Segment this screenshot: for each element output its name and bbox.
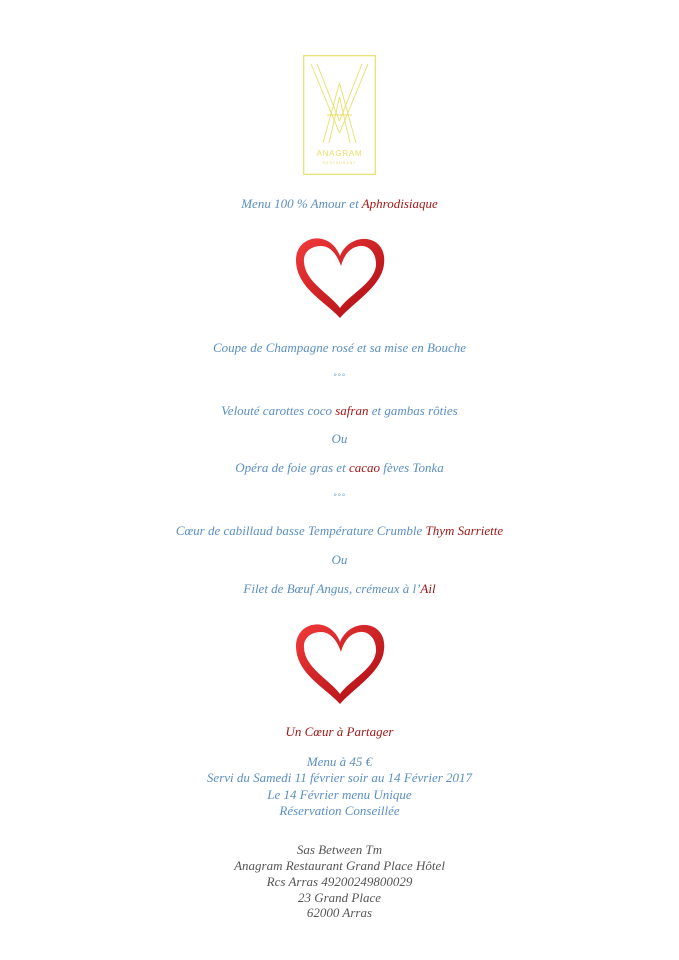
company-name: Sas Between Tm xyxy=(296,842,383,857)
street-address: 23 Grand Place xyxy=(297,890,382,905)
heart-icon xyxy=(288,232,392,322)
restaurant-name: Anagram Restaurant Grand Place Hôtel xyxy=(234,858,445,873)
starter-2: Opéra de foie gras et cacao fèves Tonka xyxy=(235,460,444,475)
main-2: Filet de Bœuf Angus, crémeux à l’Ail xyxy=(243,581,436,596)
dessert: Un Cœur à Partager xyxy=(285,724,394,739)
service-dates: Servi du Samedi 11 février soir au 14 Février 2017 xyxy=(206,770,473,785)
main-1: Cœur de cabillaud basse Température Crumble Thym Sarriette xyxy=(175,523,504,538)
aperitif: Coupe de Champagne rosé et sa mise en Bouche xyxy=(213,340,466,355)
starter-1: Velouté carottes coco safran et gambas rôties xyxy=(221,403,458,418)
or-label: Ou xyxy=(331,552,348,567)
menu-title: Menu 100 % Amour et Aphrodisiaque xyxy=(241,196,438,211)
unique-menu-note: Le 14 Février menu Unique xyxy=(267,787,412,802)
city-address: 62000 Arras xyxy=(306,905,373,920)
rcs-number: Rcs Arras 49200249800029 xyxy=(266,874,413,889)
separator: °°° xyxy=(333,492,346,501)
logo-subtitle: RESTAURANT xyxy=(322,161,357,165)
or-label: Ou xyxy=(331,431,348,446)
price: Menu à 45 € xyxy=(306,754,373,769)
separator: °°° xyxy=(333,372,346,381)
heart-icon xyxy=(288,618,392,708)
anagram-logo xyxy=(303,55,376,175)
logo-name: ANAGRAM xyxy=(316,149,363,158)
reservation-note: Réservation Conseillée xyxy=(279,803,400,818)
